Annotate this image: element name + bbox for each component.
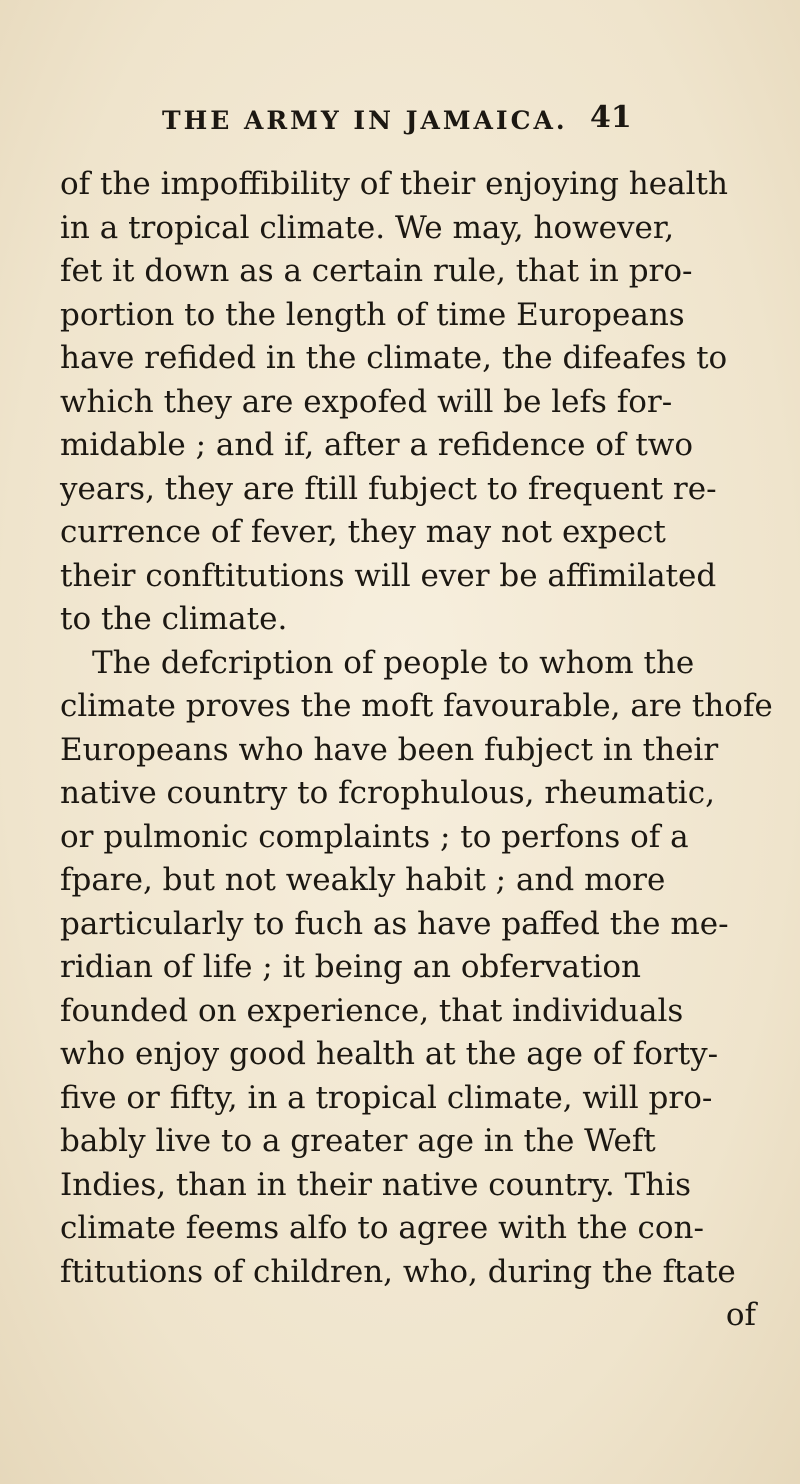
text-line: climate feems alfo to agree with the con- [60,1210,704,1246]
text-line: have refided in the climate, the difeafes to [60,340,728,376]
text-line: fet it down as a certain rule, that in pro- [60,253,693,289]
catchword: of [725,1297,756,1333]
page-number: 41 [590,100,632,135]
text-line: midable ; and if, after a refidence of two [60,427,694,463]
text-line: of the impoffibility of their enjoying health [60,166,728,202]
paragraph-start-line: The defcription of people to whom the [92,644,695,681]
body-text [60,163,773,1338]
text-line: portion to the length of time Europeans [60,296,685,333]
text-line: years, they are ftill fubject to frequent re- [60,470,717,507]
text-line: currence of fever, they may not expect [60,514,666,550]
text-line: fpare, but not weakly habit ; and more [60,862,666,898]
text-line: their conftitutions will ever be affimilated [60,557,717,594]
text-line: bably live to a greater age in the Weft [60,1123,656,1159]
text-line: ftitutions of children, who, during the ftate [60,1253,736,1290]
text-line: who enjoy good health at the age of forty- [60,1036,719,1072]
text-line: or pulmonic complaints ; to perfons of a [60,818,689,855]
text-line: founded on experience, that individuals [60,992,684,1029]
text-line: in a tropical climate. We may, however, [60,209,675,246]
running-title: THE ARMY IN JAMAICA. [162,106,568,135]
text-line: native country to fcrophulous, rheumatic, [60,775,715,811]
text-line: five or fifty, in a tropical climate, will pro- [60,1079,713,1116]
text-line: to the climate. [60,601,288,637]
text-line: climate proves the moft favourable, are thofe [60,688,773,724]
text-line: particularly to fuch as have paffed the me- [60,905,729,942]
text-line: ridian of life ; it being an obfervation [60,949,642,985]
text-line: Europeans who have been fubject in their [60,731,719,768]
text-line: Indies, than in their native country. This [60,1166,692,1203]
text-line: which they are expofed will be lefs for- [60,383,673,420]
page-header [162,100,662,148]
